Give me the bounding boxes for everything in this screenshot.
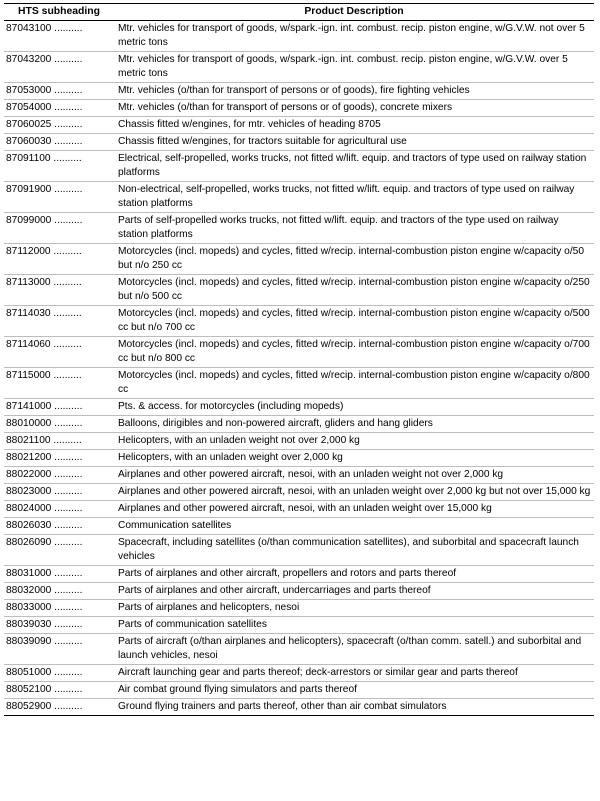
table-row: [4, 306, 594, 337]
hts-code-cell: 87043100 ..........: [4, 21, 114, 52]
hts-code-cell: 87054000 ..........: [4, 100, 114, 117]
table-row: [4, 501, 594, 518]
table-row: [4, 535, 594, 566]
table-row: [4, 52, 594, 83]
hts-code-cell: 87060025 ..........: [4, 117, 114, 134]
table-row: [4, 213, 594, 244]
table-row: [4, 182, 594, 213]
description-cell: Mtr. vehicles (o/than for transport of persons or of goods), fire fighting vehicles: [114, 83, 594, 100]
description-cell: Ground flying trainers and parts thereof, other than air combat simulators: [114, 699, 594, 716]
table-row: [4, 416, 594, 433]
table-row: [4, 583, 594, 600]
table-body: [4, 21, 594, 716]
hts-code-cell: 87114030 ..........: [4, 306, 114, 337]
hts-code-cell: 88010000 ..........: [4, 416, 114, 433]
description-cell: Aircraft launching gear and parts thereof; deck-arrestors or similar gear and parts thereof: [114, 665, 594, 682]
table-row: [4, 337, 594, 368]
table-row: [4, 699, 594, 716]
description-cell: Helicopters, with an unladen weight over 2,000 kg: [114, 450, 594, 467]
table-row: [4, 566, 594, 583]
hts-code-cell: 87114060 ..........: [4, 337, 114, 368]
hts-code-cell: 88021100 ..........: [4, 433, 114, 450]
description-cell: Spacecraft, including satellites (o/than communication satellites), and suborbital and spacecraft launch vehicles: [114, 535, 594, 566]
description-cell: Parts of airplanes and other aircraft, propellers and rotors and parts thereof: [114, 566, 594, 583]
description-cell: Motorcycles (incl. mopeds) and cycles, fitted w/recip. internal-combustion piston engine w/capacity o/700 cc but n/o 800 cc: [114, 337, 594, 368]
description-cell: Electrical, self-propelled, works trucks, not fitted w/lift. equip. and tractors of type used on railway station platforms: [114, 151, 594, 182]
hts-code-cell: 87113000 ..........: [4, 275, 114, 306]
hts-code-cell: 88051000 ..........: [4, 665, 114, 682]
hts-code-cell: 88026090 ..........: [4, 535, 114, 566]
hts-code-cell: 87060030 ..........: [4, 134, 114, 151]
header-product-description: Product Description: [114, 4, 594, 21]
hts-code-cell: 88032000 ..........: [4, 583, 114, 600]
table-row: [4, 467, 594, 484]
description-cell: Air combat ground flying simulators and parts thereof: [114, 682, 594, 699]
description-cell: Mtr. vehicles (o/than for transport of persons or of goods), concrete mixers: [114, 100, 594, 117]
table-row: [4, 518, 594, 535]
hts-code-cell: 87043200 ..........: [4, 52, 114, 83]
hts-code-cell: 87115000 ..........: [4, 368, 114, 399]
hts-code-cell: 88039090 ..........: [4, 634, 114, 665]
hts-code-cell: 88039030 ..........: [4, 617, 114, 634]
table-row: [4, 117, 594, 134]
description-cell: Communication satellites: [114, 518, 594, 535]
description-cell: Parts of airplanes and helicopters, nesoi: [114, 600, 594, 617]
description-cell: Motorcycles (incl. mopeds) and cycles, fitted w/recip. internal-combustion piston engine w/capacity o/250 but n/o 500 cc: [114, 275, 594, 306]
table-row: [4, 600, 594, 617]
description-cell: Chassis fitted w/engines, for mtr. vehicles of heading 8705: [114, 117, 594, 134]
table-header-row: [4, 4, 594, 21]
hts-code-cell: 87112000 ..........: [4, 244, 114, 275]
hts-code-cell: 88052100 ..........: [4, 682, 114, 699]
description-cell: Airplanes and other powered aircraft, nesoi, with an unladen weight over 15,000 kg: [114, 501, 594, 518]
description-cell: Non-electrical, self-propelled, works trucks, not fitted w/lift. equip. and tractors of type used on railway station platforms: [114, 182, 594, 213]
table-row: [4, 634, 594, 665]
description-cell: Parts of airplanes and other aircraft, undercarriages and parts thereof: [114, 583, 594, 600]
header-hts-subheading: HTS subheading: [4, 4, 114, 21]
description-cell: Motorcycles (incl. mopeds) and cycles, fitted w/recip. internal-combustion piston engine w/capacity o/800 cc: [114, 368, 594, 399]
hts-code-cell: 88026030 ..........: [4, 518, 114, 535]
description-cell: Parts of communication satellites: [114, 617, 594, 634]
hts-code-cell: 88033000 ..........: [4, 600, 114, 617]
table-row: [4, 617, 594, 634]
table-row: [4, 433, 594, 450]
description-cell: Balloons, dirigibles and non-powered aircraft, gliders and hang gliders: [114, 416, 594, 433]
description-cell: Parts of aircraft (o/than airplanes and helicopters), spacecraft (o/than comm. satell.) and suborbital and launch vehicles, nesoi: [114, 634, 594, 665]
table-row: [4, 244, 594, 275]
hts-table: [4, 3, 594, 716]
hts-code-cell: 88021200 ..........: [4, 450, 114, 467]
description-cell: Parts of self-propelled works trucks, not fitted w/lift. equip. and tractors of the type used on railway station platforms: [114, 213, 594, 244]
description-cell: Helicopters, with an unladen weight not over 2,000 kg: [114, 433, 594, 450]
table-row: [4, 21, 594, 52]
description-cell: Pts. & access. for motorcycles (including mopeds): [114, 399, 594, 416]
description-cell: Mtr. vehicles for transport of goods, w/spark.-ign. int. combust. recip. piston engine, w/G.V.W. over 5 metric tons: [114, 52, 594, 83]
hts-code-cell: 88024000 ..........: [4, 501, 114, 518]
hts-code-cell: 87091100 ..........: [4, 151, 114, 182]
hts-code-cell: 87099000 ..........: [4, 213, 114, 244]
table-row: [4, 275, 594, 306]
hts-code-cell: 88031000 ..........: [4, 566, 114, 583]
description-cell: Airplanes and other powered aircraft, nesoi, with an unladen weight not over 2,000 kg: [114, 467, 594, 484]
table-row: [4, 682, 594, 699]
hts-code-cell: 88052900 ..........: [4, 699, 114, 716]
table-row: [4, 368, 594, 399]
hts-code-cell: 88022000 ..........: [4, 467, 114, 484]
hts-code-cell: 87091900 ..........: [4, 182, 114, 213]
table-row: [4, 83, 594, 100]
table-row: [4, 100, 594, 117]
hts-code-cell: 87141000 ..........: [4, 399, 114, 416]
table-row: [4, 665, 594, 682]
table-row: [4, 151, 594, 182]
description-cell: Motorcycles (incl. mopeds) and cycles, fitted w/recip. internal-combustion piston engine w/capacity o/50 but n/o 250 cc: [114, 244, 594, 275]
table-row: [4, 450, 594, 467]
hts-code-cell: 87053000 ..........: [4, 83, 114, 100]
table-row: [4, 399, 594, 416]
description-cell: Mtr. vehicles for transport of goods, w/spark.-ign. int. combust. recip. piston engine, w/G.V.W. not over 5 metric tons: [114, 21, 594, 52]
description-cell: Chassis fitted w/engines, for tractors suitable for agricultural use: [114, 134, 594, 151]
description-cell: Airplanes and other powered aircraft, nesoi, with an unladen weight over 2,000 kg but not over 15,000 kg: [114, 484, 594, 501]
table-row: [4, 484, 594, 501]
hts-code-cell: 88023000 ..........: [4, 484, 114, 501]
description-cell: Motorcycles (incl. mopeds) and cycles, fitted w/recip. internal-combustion piston engine w/capacity o/500 cc but n/o 700 cc: [114, 306, 594, 337]
table-row: [4, 134, 594, 151]
